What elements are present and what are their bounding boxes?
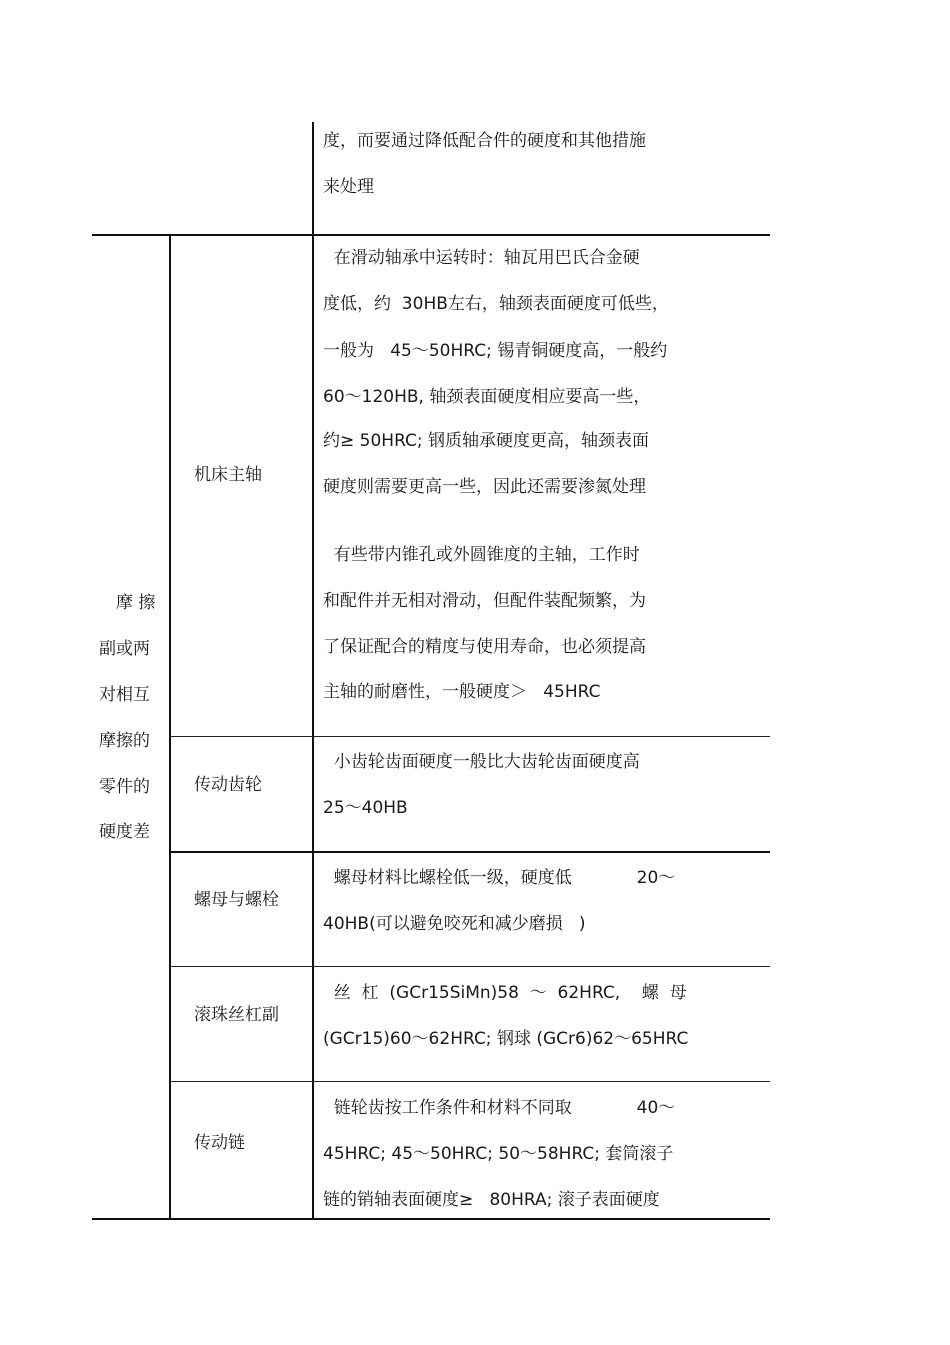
table-rule-bottom — [92, 1218, 770, 1220]
spindle-text-line-6: 硬度则需要更高一些，因此还需要渗氮处理 — [323, 477, 646, 497]
nut-bolt-text-line-2: 40HB(可以避免咬死和减少磨损 ) — [323, 914, 586, 934]
category-line-3: 对相互 — [99, 685, 150, 705]
spindle-text-line-4: 60～120HB, 轴颈表面硬度相应要高一些， — [323, 387, 651, 407]
spindle-text-line-8: 和配件并无相对滑动，但配件装配频繁，为 — [323, 591, 646, 611]
spindle-text-line-9: 了保证配合的精度与使用寿命，也必须提高 — [323, 637, 646, 657]
row-divider-1 — [170, 736, 770, 737]
category-line-6: 硬度差 — [99, 822, 150, 842]
top-cell-line-1: 度，而要通过降低配合件的硬度和其他措施 — [323, 131, 646, 151]
spindle-text-line-10: 主轴的耐磨性，一般硬度＞ 45HRC — [323, 682, 601, 702]
ball-screw-text-line-1: 丝 杠 (GCr15SiMn)58 ～ 62HRC, 螺 母 — [323, 983, 687, 1003]
row-divider-2 — [170, 851, 770, 853]
spindle-text-line-2: 度低，约 30HB左右，轴颈表面硬度可低些， — [323, 294, 669, 314]
row-name-nut-bolt: 螺母与螺栓 — [194, 890, 279, 910]
category-line-1: 摩 擦 — [116, 593, 156, 613]
category-column-border — [169, 236, 171, 1220]
spindle-text-line-3: 一般为 45～50HRC; 锡青铜硬度高，一般约 — [323, 341, 668, 361]
spindle-text-line-5: 约≥ 50HRC; 钢质轴承硬度更高，轴颈表面 — [323, 431, 650, 451]
gear-text-line-1: 小齿轮齿面硬度一般比大齿轮齿面硬度高 — [323, 752, 640, 772]
table-rule-main — [92, 234, 770, 236]
nut-bolt-text-line-1: 螺母材料比螺栓低一级，硬度低 20～ — [323, 868, 676, 888]
chain-text-line-2: 45HRC; 45～50HRC; 50～58HRC; 套筒滚子 — [323, 1144, 674, 1164]
row-name-spindle: 机床主轴 — [194, 465, 262, 485]
chain-text-line-3: 链的销轴表面硬度≥ 80HRA; 滚子表面硬度 — [323, 1190, 660, 1210]
gear-text-line-2: 25～40HB — [323, 798, 408, 818]
content-column-border — [312, 236, 314, 1220]
chain-text-line-1: 链轮齿按工作条件和材料不同取 40～ — [323, 1098, 676, 1118]
row-name-gear: 传动齿轮 — [194, 775, 262, 795]
category-line-4: 摩擦的 — [99, 731, 150, 751]
category-line-2: 副或两 — [99, 639, 150, 659]
category-line-5: 零件的 — [99, 777, 150, 797]
ball-screw-text-line-2: (GCr15)60～62HRC; 钢球 (GCr6)62～65HRC — [323, 1029, 689, 1049]
spindle-text-line-1: 在滑动轴承中运转时：轴瓦用巴氏合金硬 — [323, 248, 640, 268]
top-cell-line-2: 来处理 — [323, 177, 374, 197]
row-name-ball-screw: 滚珠丝杠副 — [194, 1005, 279, 1025]
row-name-chain: 传动链 — [194, 1133, 245, 1153]
top-cell-left-border — [312, 122, 314, 236]
spindle-text-line-7: 有些带内锥孔或外圆锥度的主轴，工作时 — [323, 545, 640, 565]
row-divider-4 — [170, 1081, 770, 1082]
row-divider-3 — [170, 966, 770, 967]
